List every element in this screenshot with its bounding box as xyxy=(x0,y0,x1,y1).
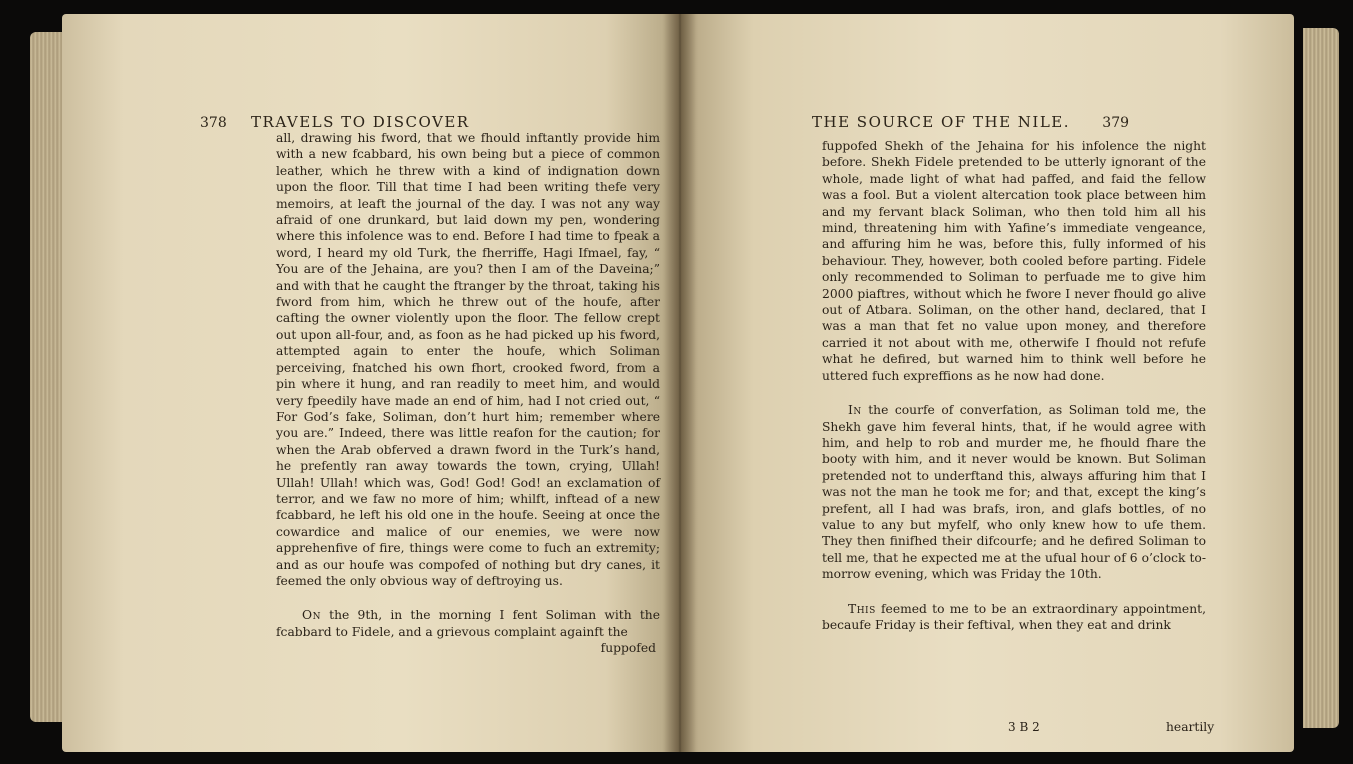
paragraph: fuppofed Shekh of the Jehaina for his infolence the night before. Shekh Fidele pretended to be utterly ignorant of the whole, made light of what had paffed, and faid the fellow was a fool. But a violent altercation took place between him and my fervant black Soliman, who then told him all his mind, threatening him with Yafine’s immediate vengeance, and affuring him he was, before this, fully informed of his behaviour. They, however, both cooled before parting. Fidele only recommended to Soliman to perfuade me to give him 2000 piaftres, without which he fwore I never fhould go alive out of Atbara. Soliman, on the other hand, declared, that I was a man that fet no value upon money, and therefore carried it not about with me, otherwife I fhould not refufe what he defired, but warned him to think well before he uttered fuch expreffions as he now had done. xyxy=(822,139,1206,383)
right-running-header xyxy=(812,113,1212,137)
paragraph-lead: In xyxy=(848,403,862,418)
right-page-edges xyxy=(1303,28,1339,728)
left-running-head: TRAVELS TO DISCOVER xyxy=(251,113,470,131)
paragraph: all, drawing his fword, that we fhould inftantly provide him with a new fcabbard, his own being but a piece of common leather, which he threw with a kind of indignation down upon the floor. Till that time I had been writing thefe very memoirs, at leaft the journal of the day. I was not any way afraid of one drunkard, but laid down my pen, wondering where this infolence was to end. Before I had time to fpeak a word, I heard my old Turk, the fherriffe, Hagi Ifmael, fay, “ You are of the Jehaina, are you? then I am of the Daveina;” and with that he caught the ftranger by the throat, taking his fword from him, which he threw out of the houfe, after cafting the owner violently upon the floor. The fellow crept out upon all-four, and, as foon as he had picked up his fword, attempted again to enter the houfe, which Soliman perceiving, fnatched his own fhort, crooked fword, from a pin where it hung, and ran readily to meet him, and would very fpeedily have made an end of him, had I not cried out, “ For God’s fake, Soliman, don’t hurt him; remember where you are.” Indeed, there was little reafon for the caution; for when the Arab obferved a drawn fword in the Turk’s hand, he prefently ran away towards the town, crying, Ullah! Ullah! Ullah! which was, God! God! God! an exclamation of terror, and we faw no more of him; whilft, inftead of a new fcabbard, he left his old one in the houfe. Seeing at once the cowardice and malice of our enemies, we were now apprehenfive of fire, things were come to fuch an extremity; and as our houfe was compofed of nothing but dry canes, it feemed the only obvious way of deftroying us. xyxy=(276,131,660,588)
left-catchword: fuppofed xyxy=(600,641,656,656)
book-gutter xyxy=(664,14,696,752)
paragraph-text: the 9th, in the morning I fent Soliman with the fcabbard to Fidele, and a grievous complaint againft the xyxy=(276,608,660,639)
right-page-text xyxy=(822,138,1206,633)
paragraph-text: the courfe of converfation, as Soliman told me, the Shekh gave him feveral hints, that, if he would agree with him, and help to rob and murder me, he fhould fhare the booty with him, and it never would be known. But Soliman pretended not to underftand this, always affuring him that I was not the man he took me for; and that, except the king’s prefent, all I had was brafs, iron, and glafs bottles, of no value to any but myfelf, who only knew how to ufe them. They then finifhed their difcourfe; and he defired Soliman to tell me, that he expected me at the ufual hour of 6 o’clock to-morrow evening, which was Friday the 10th. xyxy=(822,403,1206,582)
left-page-text xyxy=(276,130,660,657)
right-running-head: THE SOURCE OF THE NILE. xyxy=(812,113,1071,131)
right-catchword: heartily xyxy=(1166,720,1215,734)
paragraph xyxy=(822,402,1206,582)
paragraph xyxy=(822,601,1206,634)
paragraph-text: feemed to me to be an extraordinary appointment, becaufe Friday is their feftival, when they eat and drink xyxy=(822,601,1206,632)
paragraph-lead: On xyxy=(302,608,321,623)
paragraph xyxy=(276,607,660,640)
signature-mark: 3 B 2 xyxy=(1008,720,1040,734)
paragraph-lead: This xyxy=(848,601,876,616)
left-page-number: 378 xyxy=(200,115,227,131)
right-page-number: 379 xyxy=(1102,115,1130,131)
